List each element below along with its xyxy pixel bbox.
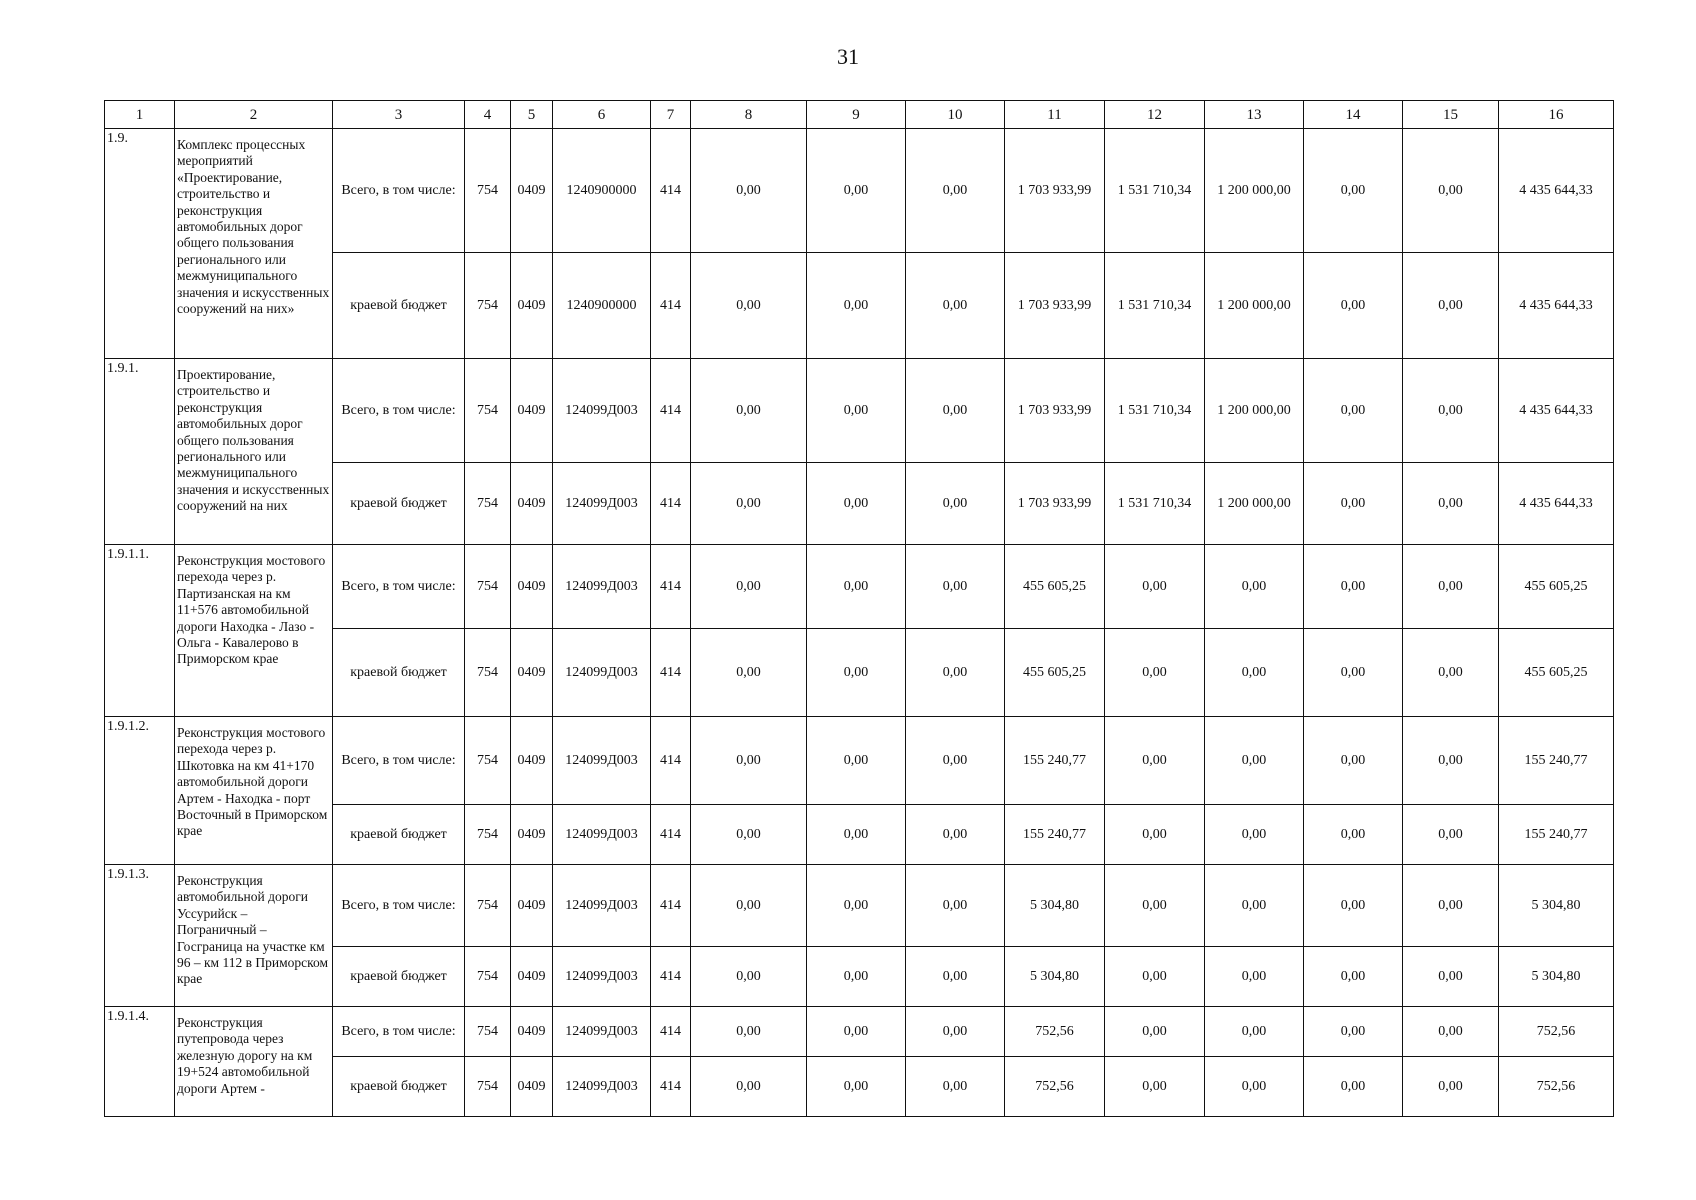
value-cell: 0,00 (1304, 717, 1403, 805)
value-cell: 1 531 710,34 (1105, 359, 1205, 463)
value-cell: 4 435 644,33 (1499, 129, 1614, 253)
value-cell: 1 703 933,99 (1005, 129, 1105, 253)
value-cell: 0,00 (691, 947, 807, 1007)
funding-source: краевой бюджет (333, 1057, 465, 1117)
value-cell: 0409 (511, 1057, 553, 1117)
funding-source: Всего, в том числе: (333, 129, 465, 253)
value-cell: 752,56 (1005, 1057, 1105, 1117)
value-cell: 0,00 (906, 463, 1005, 545)
value-cell: 124099Д003 (553, 805, 651, 865)
value-cell: 0,00 (691, 253, 807, 359)
value-cell: 754 (465, 359, 511, 463)
value-cell: 0409 (511, 359, 553, 463)
funding-source: краевой бюджет (333, 253, 465, 359)
value-cell: 1 531 710,34 (1105, 129, 1205, 253)
value-cell: 414 (651, 947, 691, 1007)
value-cell: 754 (465, 1007, 511, 1057)
value-cell: 1 703 933,99 (1005, 359, 1105, 463)
value-cell: 1 531 710,34 (1105, 253, 1205, 359)
value-cell: 0,00 (906, 629, 1005, 717)
funding-source: краевой бюджет (333, 629, 465, 717)
value-cell: 414 (651, 129, 691, 253)
value-cell: 0,00 (906, 717, 1005, 805)
value-cell: 1 703 933,99 (1005, 463, 1105, 545)
value-cell: 0,00 (1403, 717, 1499, 805)
value-cell: 414 (651, 359, 691, 463)
value-cell: 0,00 (1403, 463, 1499, 545)
value-cell: 0,00 (1205, 947, 1304, 1007)
value-cell: 0,00 (1105, 717, 1205, 805)
value-cell: 0,00 (906, 1007, 1005, 1057)
value-cell: 5 304,80 (1499, 865, 1614, 947)
item-description: Реконструкция мостового перехода через р. Шкотовка на км 41+170 автомобильной дороги Артем - Находка - порт Восточный в Приморском крае (175, 717, 333, 865)
value-cell: 0,00 (1304, 253, 1403, 359)
value-cell: 0,00 (1105, 1007, 1205, 1057)
value-cell: 0,00 (1105, 545, 1205, 629)
value-cell: 0,00 (1403, 1057, 1499, 1117)
value-cell: 0,00 (906, 1057, 1005, 1117)
value-cell: 0,00 (1205, 805, 1304, 865)
header-row (105, 101, 1614, 129)
value-cell: 5 304,80 (1005, 865, 1105, 947)
table-row (105, 1007, 1614, 1057)
value-cell: 754 (465, 629, 511, 717)
value-cell: 455 605,25 (1005, 629, 1105, 717)
value-cell: 124099Д003 (553, 865, 651, 947)
column-header: 6 (553, 101, 651, 129)
value-cell: 0,00 (1205, 1007, 1304, 1057)
value-cell: 0,00 (691, 463, 807, 545)
value-cell: 4 435 644,33 (1499, 463, 1614, 545)
value-cell: 0409 (511, 129, 553, 253)
item-description: Реконструкция автомобильной дороги Уссурийск – Пограничный – Госграница на участке км 96 – км 112 в Приморском крае (175, 865, 333, 1007)
value-cell: 754 (465, 805, 511, 865)
value-cell: 0,00 (906, 947, 1005, 1007)
item-number: 1.9.1.2. (105, 717, 175, 865)
column-header: 2 (175, 101, 333, 129)
value-cell: 0,00 (1105, 629, 1205, 717)
value-cell: 0,00 (1105, 865, 1205, 947)
value-cell: 0,00 (1304, 129, 1403, 253)
value-cell: 0,00 (906, 129, 1005, 253)
item-description: Комплекс процессных мероприятий «Проектирование, строительство и реконструкция автомобильных дорог общего пользования регионального или межмуниципального значения и искусственных сооружений на них» (175, 129, 333, 359)
value-cell: 0,00 (1304, 545, 1403, 629)
value-cell: 414 (651, 1007, 691, 1057)
item-number: 1.9.1.4. (105, 1007, 175, 1117)
column-header: 12 (1105, 101, 1205, 129)
value-cell: 124099Д003 (553, 717, 651, 805)
item-number: 1.9. (105, 129, 175, 359)
column-header: 3 (333, 101, 465, 129)
value-cell: 124099Д003 (553, 545, 651, 629)
value-cell: 752,56 (1499, 1057, 1614, 1117)
column-header: 9 (807, 101, 906, 129)
table-row (105, 865, 1614, 947)
value-cell: 754 (465, 947, 511, 1007)
item-number: 1.9.1.3. (105, 865, 175, 1007)
column-header: 7 (651, 101, 691, 129)
value-cell: 1 200 000,00 (1205, 359, 1304, 463)
value-cell: 0,00 (691, 1057, 807, 1117)
value-cell: 754 (465, 129, 511, 253)
value-cell: 0,00 (1304, 865, 1403, 947)
column-header: 13 (1205, 101, 1304, 129)
value-cell: 0,00 (1304, 805, 1403, 865)
value-cell: 155 240,77 (1005, 717, 1105, 805)
value-cell: 1 200 000,00 (1205, 463, 1304, 545)
value-cell: 0,00 (1403, 805, 1499, 865)
value-cell: 0,00 (807, 129, 906, 253)
value-cell: 414 (651, 629, 691, 717)
value-cell: 754 (465, 463, 511, 545)
value-cell: 414 (651, 805, 691, 865)
value-cell: 414 (651, 463, 691, 545)
funding-source: Всего, в том числе: (333, 545, 465, 629)
value-cell: 754 (465, 1057, 511, 1117)
value-cell: 414 (651, 253, 691, 359)
value-cell: 124099Д003 (553, 463, 651, 545)
value-cell: 0,00 (1304, 1007, 1403, 1057)
funding-source: Всего, в том числе: (333, 717, 465, 805)
value-cell: 0,00 (807, 805, 906, 865)
value-cell: 155 240,77 (1499, 805, 1614, 865)
value-cell: 0,00 (807, 359, 906, 463)
item-number: 1.9.1.1. (105, 545, 175, 717)
value-cell: 752,56 (1005, 1007, 1105, 1057)
column-header: 5 (511, 101, 553, 129)
value-cell: 124099Д003 (553, 947, 651, 1007)
value-cell: 0,00 (691, 629, 807, 717)
value-cell: 5 304,80 (1499, 947, 1614, 1007)
value-cell: 155 240,77 (1499, 717, 1614, 805)
value-cell: 455 605,25 (1499, 545, 1614, 629)
item-description: Реконструкция путепровода через железную дорогу на км 19+524 автомобильной дороги Артем - (175, 1007, 333, 1117)
table-body (105, 101, 1614, 1117)
budget-table (104, 100, 1614, 1117)
value-cell: 414 (651, 1057, 691, 1117)
value-cell: 0,00 (1304, 947, 1403, 1007)
value-cell: 754 (465, 865, 511, 947)
value-cell: 0409 (511, 865, 553, 947)
page-number: 31 (837, 44, 859, 69)
value-cell: 0409 (511, 947, 553, 1007)
value-cell: 0,00 (1403, 629, 1499, 717)
table-row (105, 717, 1614, 805)
value-cell: 754 (465, 253, 511, 359)
value-cell: 0,00 (1304, 359, 1403, 463)
column-header: 1 (105, 101, 175, 129)
value-cell: 0,00 (1403, 253, 1499, 359)
value-cell: 0,00 (1403, 129, 1499, 253)
value-cell: 0,00 (906, 865, 1005, 947)
value-cell: 1 200 000,00 (1205, 253, 1304, 359)
value-cell: 1240900000 (553, 129, 651, 253)
value-cell: 0,00 (807, 947, 906, 1007)
value-cell: 124099Д003 (553, 629, 651, 717)
value-cell: 0,00 (807, 1007, 906, 1057)
value-cell: 0409 (511, 253, 553, 359)
column-header: 8 (691, 101, 807, 129)
value-cell: 0,00 (691, 359, 807, 463)
column-header: 10 (906, 101, 1005, 129)
funding-source: Всего, в том числе: (333, 865, 465, 947)
value-cell: 0,00 (691, 545, 807, 629)
column-header: 15 (1403, 101, 1499, 129)
value-cell: 0409 (511, 463, 553, 545)
value-cell: 0,00 (906, 545, 1005, 629)
funding-source: краевой бюджет (333, 947, 465, 1007)
value-cell: 0,00 (1105, 805, 1205, 865)
value-cell: 0,00 (1403, 545, 1499, 629)
funding-source: краевой бюджет (333, 463, 465, 545)
value-cell: 455 605,25 (1005, 545, 1105, 629)
column-header: 16 (1499, 101, 1614, 129)
value-cell: 0409 (511, 1007, 553, 1057)
value-cell: 0,00 (1105, 947, 1205, 1007)
value-cell: 0,00 (1205, 545, 1304, 629)
table-row (105, 545, 1614, 629)
value-cell: 124099Д003 (553, 1057, 651, 1117)
value-cell: 0,00 (906, 253, 1005, 359)
value-cell: 0,00 (1304, 463, 1403, 545)
value-cell: 0,00 (691, 805, 807, 865)
value-cell: 1 200 000,00 (1205, 129, 1304, 253)
value-cell: 0409 (511, 545, 553, 629)
value-cell: 0,00 (1205, 629, 1304, 717)
funding-source: Всего, в том числе: (333, 359, 465, 463)
value-cell: 0,00 (1403, 865, 1499, 947)
value-cell: 0,00 (1205, 865, 1304, 947)
value-cell: 0,00 (1105, 1057, 1205, 1117)
value-cell: 1 703 933,99 (1005, 253, 1105, 359)
value-cell: 0,00 (1403, 1007, 1499, 1057)
value-cell: 1240900000 (553, 253, 651, 359)
value-cell: 0,00 (1205, 1057, 1304, 1117)
value-cell: 754 (465, 717, 511, 805)
column-header: 4 (465, 101, 511, 129)
value-cell: 5 304,80 (1005, 947, 1105, 1007)
value-cell: 0,00 (691, 865, 807, 947)
value-cell: 754 (465, 545, 511, 629)
value-cell: 752,56 (1499, 1007, 1614, 1057)
value-cell: 0,00 (691, 1007, 807, 1057)
value-cell: 0,00 (906, 359, 1005, 463)
value-cell: 0,00 (1304, 1057, 1403, 1117)
value-cell: 0,00 (807, 463, 906, 545)
value-cell: 124099Д003 (553, 359, 651, 463)
column-header: 14 (1304, 101, 1403, 129)
value-cell: 0409 (511, 805, 553, 865)
value-cell: 124099Д003 (553, 1007, 651, 1057)
value-cell: 0,00 (1304, 629, 1403, 717)
value-cell: 1 531 710,34 (1105, 463, 1205, 545)
value-cell: 0,00 (807, 545, 906, 629)
value-cell: 0,00 (906, 805, 1005, 865)
funding-source: Всего, в том числе: (333, 1007, 465, 1057)
value-cell: 0409 (511, 717, 553, 805)
value-cell: 0,00 (807, 865, 906, 947)
value-cell: 414 (651, 717, 691, 805)
value-cell: 4 435 644,33 (1499, 253, 1614, 359)
table-row (105, 359, 1614, 463)
value-cell: 455 605,25 (1499, 629, 1614, 717)
value-cell: 4 435 644,33 (1499, 359, 1614, 463)
value-cell: 414 (651, 545, 691, 629)
funding-source: краевой бюджет (333, 805, 465, 865)
value-cell: 0409 (511, 629, 553, 717)
column-header: 11 (1005, 101, 1105, 129)
value-cell: 0,00 (1403, 359, 1499, 463)
item-description: Проектирование, строительство и реконструкция автомобильных дорог общего пользования регионального или межмуниципального значения и искусственных сооружений на них (175, 359, 333, 545)
item-description: Реконструкция мостового перехода через р. Партизанская на км 11+576 автомобильной дороги Находка - Лазо - Ольга - Кавалерово в Приморском крае (175, 545, 333, 717)
value-cell: 0,00 (807, 253, 906, 359)
value-cell: 155 240,77 (1005, 805, 1105, 865)
value-cell: 0,00 (807, 717, 906, 805)
value-cell: 0,00 (1403, 947, 1499, 1007)
value-cell: 0,00 (807, 1057, 906, 1117)
item-number: 1.9.1. (105, 359, 175, 545)
value-cell: 0,00 (691, 129, 807, 253)
table-row (105, 129, 1614, 253)
value-cell: 414 (651, 865, 691, 947)
value-cell: 0,00 (691, 717, 807, 805)
value-cell: 0,00 (807, 629, 906, 717)
value-cell: 0,00 (1205, 717, 1304, 805)
